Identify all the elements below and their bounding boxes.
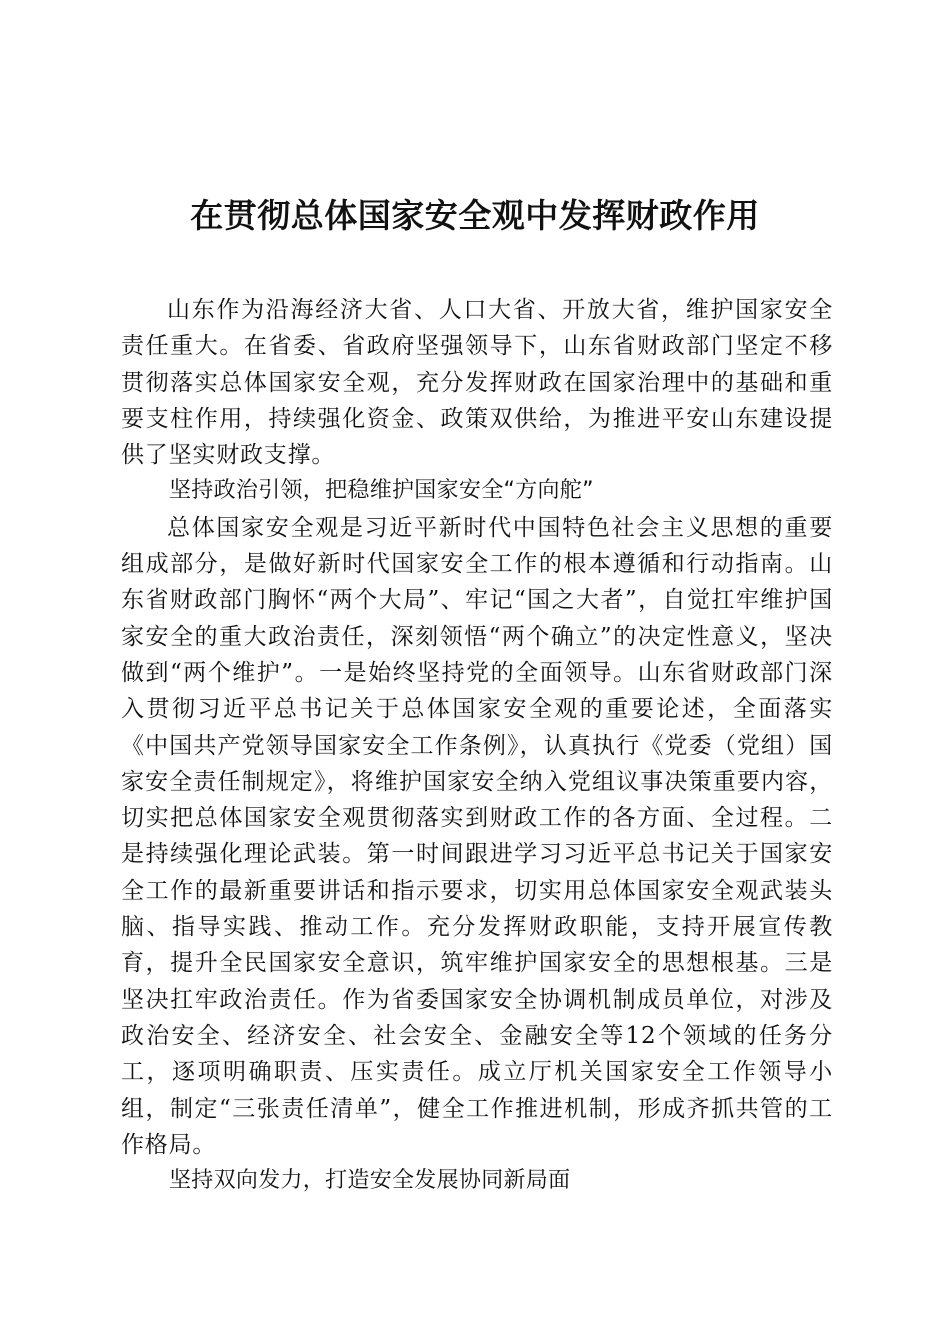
intro-paragraph: 山东作为沿海经济大省、人口大省、开放大省，维护国家安全责任重大。在省委、省政府坚强领导下，山东省财政部门坚定不移贯彻落实总体国家安全观，充分发挥财政在国家治理中的基础和重要支柱作用，持续强化资金、政策双供给，为推进平安山东建设提供了坚实财政支撑。 [121,297,833,469]
section-1-paragraph: 总体国家安全观是习近平新时代中国特色社会主义思想的重要组成部分，是做好新时代国家安全工作的根本遵循和行动指南。山东省财政部门胸怀“两个大局”、牢记“国之大者”，自觉扛牢维护国家安全的重大政治责任，深刻领悟“两个确立”的决定性意义，坚决做到“两个维护”。一是始终坚持党的全面领导。山东省财政部门深入贯彻习近平总书记关于总体国家安全观的重要论述，全面落实《中国共产党领导国家安全工作条例》，认真执行《党委（党组）国家安全责任制规定》，将维护国家安全纳入党组议事决策重要内容，切实把总体国家安全观贯彻落实到财政工作的各方面、全过程。二是持续强化理论武装。第一时间跟进学习习近平总书记关于国家安全工作的最新重要讲话和指示要求，切实用总体国家安全观武装头脑、指导实践、推动工作。充分发挥财政职能，支持开展宣传教育，提升全民国家安全意识，筑牢维护国家安全的思想根基。三是坚决扛牢政治责任。作为省委国家安全协调机制成员单位，对涉及政治安全、经济安全、社会安全、金融安全等12个领域的任务分工，逐项明确职责、压实责任。成立厅机关国家安全工作领导小组，制定“三张责任清单”，健全工作推进机制，形成齐抓共管的工作格局。 [121,514,833,1158]
section-heading-1: 坚持政治引领，把稳维护国家安全“方向舵” [169,478,594,504]
document-body [121,292,833,1199]
document-title: 在贯彻总体国家安全观中发挥财政作用 [190,196,760,235]
section-heading-2: 坚持双向发力，打造安全发展协同新局面 [169,1168,571,1194]
